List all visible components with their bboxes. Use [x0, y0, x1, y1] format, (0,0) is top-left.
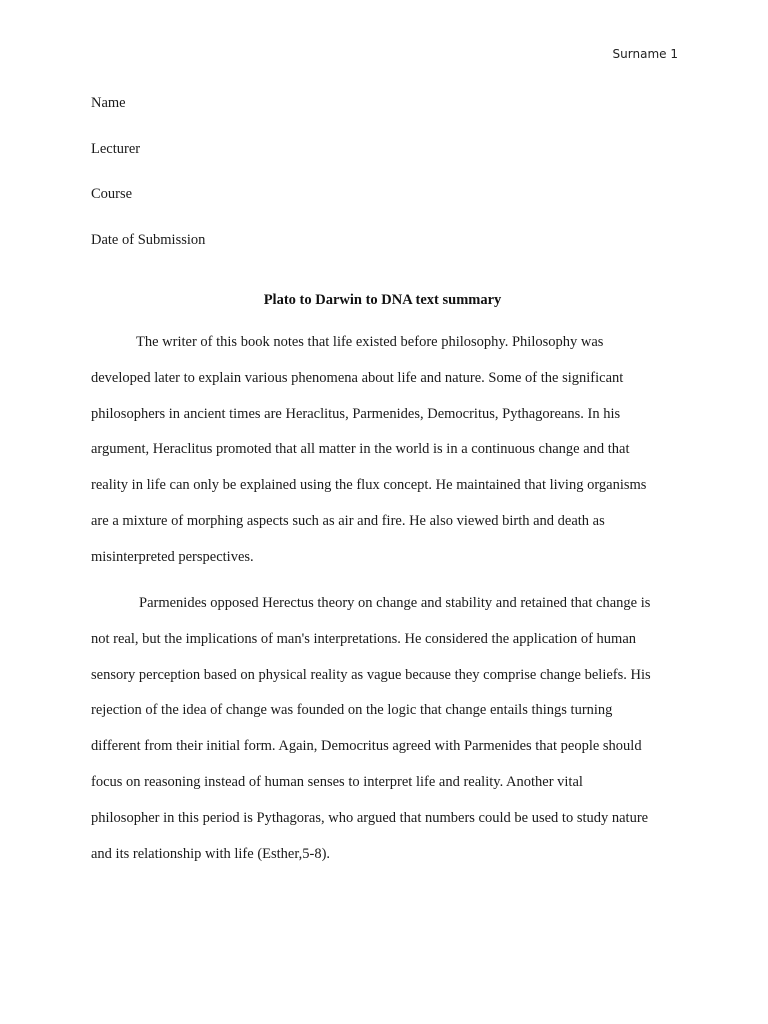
paragraph-line: argument, Heraclitus promoted that all matter in the world is in a continuous change and that	[91, 441, 630, 458]
header-course: Course	[91, 186, 133, 202]
paragraph-line	[91, 593, 674, 629]
header-date: Date of Submission	[91, 231, 206, 248]
running-head	[613, 47, 678, 61]
paragraph-line: philosophers in ancient times are Heraclitus, Parmenides, Democritus, Pythagoreans. In his	[91, 405, 621, 422]
running-head-surname: Surname	[612, 47, 667, 61]
paragraph-line: sensory perception based on physical reality as vague because they comprise change beliefs. His	[91, 666, 651, 683]
paragraph-line: rejection of the idea of change was founded on the logic that change entails things turning	[91, 702, 613, 719]
document-title: Plato to Darwin to DNA text summary	[263, 292, 502, 308]
paragraph-line: misinterpreted perspectives.	[91, 548, 254, 565]
paragraph-line: developed later to explain various phenomena about life and nature. Some of the significant	[91, 369, 624, 386]
paragraph-line: not real, but the implications of man's interpretations. He considered the application of human	[91, 630, 637, 647]
paragraph-line: and its relationship with life (Esther,5-8).	[91, 845, 331, 862]
header-lecturer: Lecturer	[91, 140, 141, 157]
paragraph-line-text: Parmenides opposed Herectus theory on change and stability and retained that change is	[139, 595, 651, 611]
paragraph-line: focus on reasoning instead of human senses to interpret life and reality. Another vital	[91, 773, 583, 790]
paragraph-1	[91, 332, 674, 583]
paragraph-line	[91, 332, 674, 368]
paragraph-2	[91, 593, 674, 879]
paragraph-line: philosopher in this period is Pythagoras, who argued that numbers could be used to study nature	[91, 809, 649, 826]
paragraph-line-text: The writer of this book notes that life existed before philosophy. Philosophy was	[136, 334, 604, 350]
header-block	[91, 93, 205, 275]
paragraph-line: are a mixture of morphing aspects such as air and fire. He also viewed birth and death as	[91, 512, 605, 529]
paragraph-line: reality in life can only be explained using the flux concept. He maintained that living organisms	[91, 477, 647, 494]
running-head-page-number: 1	[670, 47, 678, 61]
paragraph-line: different from their initial form. Again, Democritus agreed with Parmenides that people should	[91, 738, 642, 755]
header-name: Name	[91, 95, 126, 111]
